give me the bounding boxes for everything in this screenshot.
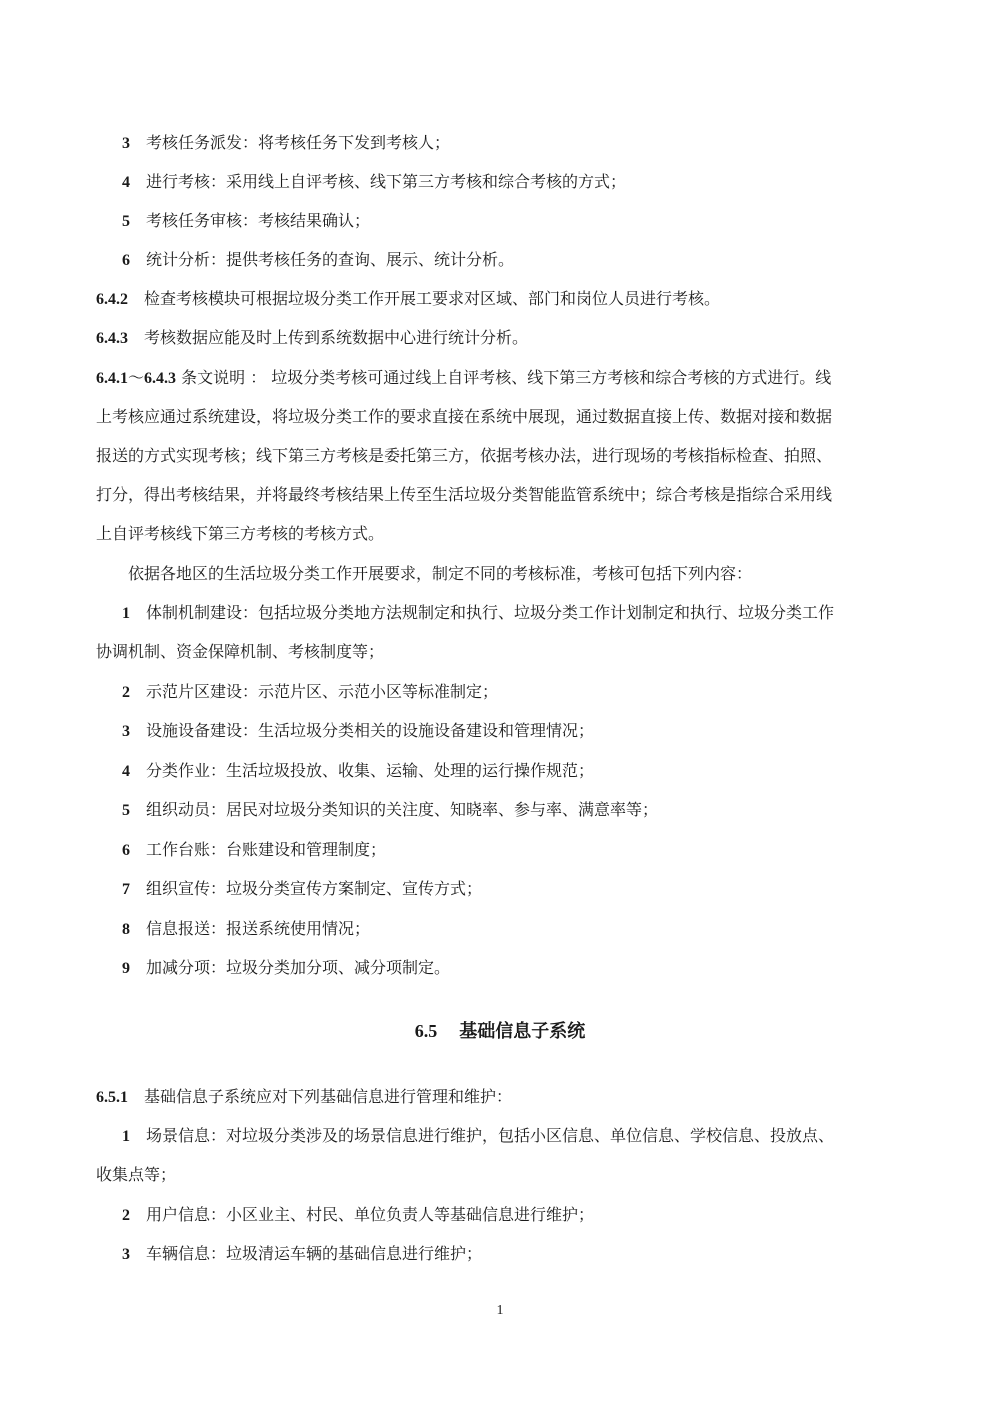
item-number: 7 <box>122 881 130 898</box>
list-item <box>122 209 912 234</box>
section-title: 基础信息子系统 <box>459 1021 586 1042</box>
explanation-intro <box>128 562 918 586</box>
item-text: 进行考核：采用线上自评考核、线下第三方考核和综合考核的方式； <box>146 172 627 191</box>
explanation-text: 打分，得出考核结果，并将最终考核结果上传至生活垃圾分类智能监管系统中；综合考核是指综合采用线 <box>96 485 833 504</box>
list-item <box>122 1242 912 1267</box>
clause-6-4-3 <box>96 326 912 351</box>
explanation-line <box>96 366 912 391</box>
item-text: 工作台账：台账建设和管理制度； <box>146 840 387 859</box>
explanation-label: 条文说明 ： <box>181 368 267 387</box>
item-text: 加减分项：垃圾分类加分项、减分项制定。 <box>146 958 451 977</box>
list-item <box>122 917 912 942</box>
item-number: 6 <box>122 842 130 859</box>
item-number: 4 <box>122 174 130 191</box>
item-number: 3 <box>122 723 130 740</box>
item-number: 2 <box>122 1207 130 1224</box>
item-text: 协调机制、资金保障机制、考核制度等； <box>96 642 385 661</box>
explanation-text: 上自评考核线下第三方考核的考核方式。 <box>96 524 385 543</box>
explanation-text: 上考核应通过系统建设，将垃圾分类工作的要求直接在系统中展现，通过数据直接上传、数据对接和数据 <box>96 407 833 426</box>
explanation-ref-end: 6.4.3 <box>144 370 177 387</box>
list-item-continuation <box>96 640 912 664</box>
list-item-continuation <box>96 1163 912 1187</box>
item-text: 组织宣传：垃圾分类宣传方案制定、宣传方式； <box>146 879 483 898</box>
section-heading <box>0 1018 1000 1045</box>
item-text: 组织动员：居民对垃圾分类知识的关注度、知晓率、参与率、满意率等； <box>146 800 659 819</box>
list-item <box>122 1203 912 1228</box>
clause-text: 基础信息子系统应对下列基础信息进行管理和维护： <box>144 1087 513 1106</box>
item-number: 6 <box>122 252 130 269</box>
clause-text: 检查考核模块可根据垃圾分类工作开展工要求对区域、部门和岗位人员进行考核。 <box>144 289 721 308</box>
item-number: 2 <box>122 684 130 701</box>
item-text: 车辆信息：垃圾清运车辆的基础信息进行维护； <box>146 1244 483 1263</box>
item-number: 1 <box>122 605 130 622</box>
clause-6-4-2 <box>96 287 912 312</box>
explanation-ref-start: 6.4.1 <box>96 370 128 387</box>
list-item <box>122 601 912 626</box>
item-number: 9 <box>122 960 130 977</box>
item-text: 信息报送：报送系统使用情况； <box>146 919 371 938</box>
explanation-line <box>96 405 912 429</box>
item-text: 考核任务审核：考核结果确认； <box>146 211 371 230</box>
item-text: 体制机制建设：包括垃圾分类地方法规制定和执行、垃圾分类工作计划制定和执行、垃圾分类工作 <box>146 603 835 622</box>
list-item <box>122 719 912 744</box>
clause-number: 6.4.3 <box>96 330 128 347</box>
explanation-line <box>96 522 912 546</box>
item-number: 5 <box>122 802 130 819</box>
item-text: 统计分析：提供考核任务的查询、展示、统计分析。 <box>146 250 515 269</box>
item-text: 收集点等； <box>96 1165 177 1184</box>
clause-6-5-1 <box>96 1085 912 1110</box>
item-number: 5 <box>122 213 130 230</box>
list-item <box>122 248 912 273</box>
item-text: 场景信息：对垃圾分类涉及的场景信息进行维护，包括小区信息、单位信息、学校信息、投放点、 <box>146 1126 835 1145</box>
explanation-line <box>96 483 912 507</box>
item-number: 4 <box>122 763 130 780</box>
item-text: 用户信息：小区业主、村民、单位负责人等基础信息进行维护； <box>146 1205 595 1224</box>
list-item <box>122 759 912 784</box>
list-item <box>122 170 912 195</box>
explanation-intro-text: 依据各地区的生活垃圾分类工作开展要求，制定不同的考核标准，考核可包括下列内容： <box>128 564 753 583</box>
list-item <box>122 1124 912 1149</box>
item-number: 1 <box>122 1128 130 1145</box>
section-number: 6.5 <box>414 1021 438 1041</box>
explanation-line <box>96 444 912 468</box>
explanation-text: 报送的方式实现考核；线下第三方考核是委托第三方，依据考核办法，进行现场的考核指标检查、拍照、 <box>96 446 833 465</box>
list-item <box>122 838 912 863</box>
item-number: 3 <box>122 135 130 152</box>
explanation-text: 垃圾分类考核可通过线上自评考核、线下第三方考核和综合考核的方式进行。线 <box>271 368 832 387</box>
clause-text: 考核数据应能及时上传到系统数据中心进行统计分析。 <box>144 328 529 347</box>
list-item <box>122 956 912 981</box>
clause-number: 6.5.1 <box>96 1089 128 1106</box>
item-text: 考核任务派发：将考核任务下发到考核人； <box>146 133 451 152</box>
list-item <box>122 131 912 156</box>
item-number: 8 <box>122 921 130 938</box>
list-item <box>122 798 912 823</box>
clause-number: 6.4.2 <box>96 291 128 308</box>
item-text: 示范片区建设：示范片区、示范小区等标准制定； <box>146 682 499 701</box>
explanation-tilde: ～ <box>128 368 145 387</box>
list-item <box>122 877 912 902</box>
item-text: 设施设备建设：生活垃圾分类相关的设施设备建设和管理情况； <box>146 721 595 740</box>
page-number: 1 <box>496 1303 504 1318</box>
list-item <box>122 680 912 705</box>
item-text: 分类作业：生活垃圾投放、收集、运输、处理的运行操作规范； <box>146 761 595 780</box>
item-number: 3 <box>122 1246 130 1263</box>
